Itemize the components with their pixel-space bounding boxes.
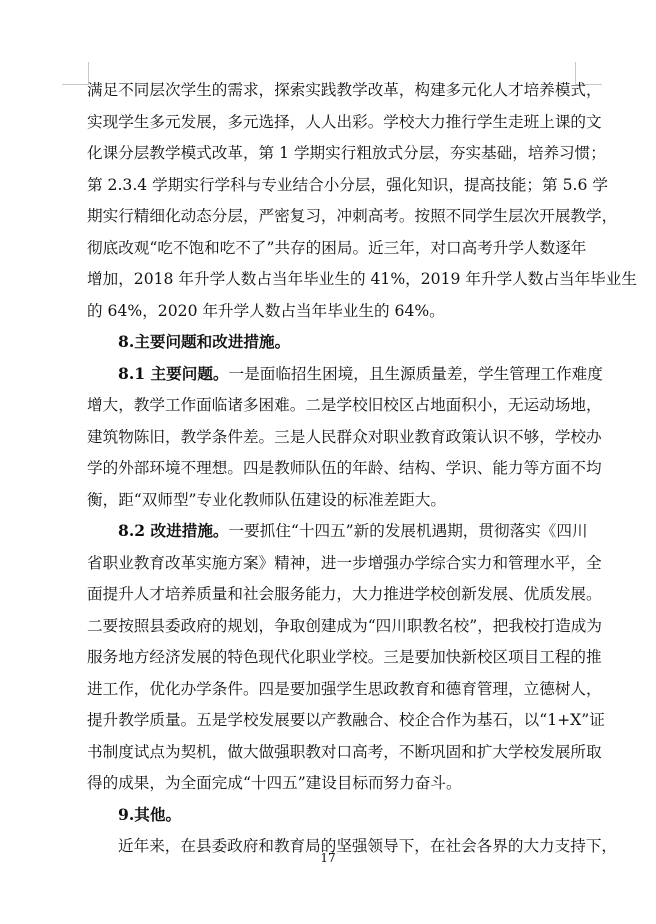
text-line: 化课分层教学模式改革，第 1 学期实行粗放式分层，夯实基础，培养习惯；: [87, 144, 606, 162]
text-line-content: 一要抓住“十四五”新的发展机遇期，贯彻落实《四川: [228, 522, 588, 540]
text-line: 服务地方经济发展的特色现代化职业学校。三是要加快新校区项目工程的推: [87, 648, 602, 666]
text-line: 增大，教学工作面临诸多困难。二是学校旧校区占地面积小，无运动场地，: [87, 396, 602, 414]
text-line: [87, 362, 603, 386]
crop-mark-top-left: [62, 62, 89, 85]
section-heading: 8.主要问题和改进措施。: [118, 332, 291, 351]
text-line: 建筑物陈旧，教学条件差。三是人民群众对职业教育政策认识不够，学校办: [87, 427, 602, 446]
text-line: 期实行精细化动态分层，严密复习，冲刺高考。按照不同学生层次开展教学，: [87, 207, 618, 225]
subsection-lead: 8.2 改进措施。: [118, 521, 229, 540]
text-line: 进工作，优化办学条件。四是要加强学生思政教育和德育管理，立德树人，: [87, 679, 602, 698]
text-line: 书制度试点为契机，做大做强职教对口高考，不断巩固和扩大学校发展所取: [87, 742, 602, 761]
text-line: 的 64%，2020 年升学人数占当年毕业生的 64%。: [87, 301, 445, 320]
text-line-content: 一是面临招生困境，且生源质量差，学生管理工作难度: [228, 364, 603, 383]
text-line: 衡，距“双师型”专业化教师队伍建设的标准差距大。: [87, 490, 447, 509]
text-line: [87, 519, 588, 543]
text-line: 第 2.3.4 学期实行学科与专业结合小分层，强化知识，提高技能；第 5.6 学: [87, 175, 608, 194]
text-line: 面提升人才培养质量和社会服务能力，大力推进学校创新发展、优质发展。: [87, 585, 602, 603]
page-number: 17: [320, 851, 336, 865]
text-line: 学的外部环境不理想。四是教师队伍的年龄、结构、学识、能力等方面不均: [87, 459, 602, 477]
text-line: 满足不同层次学生的需求，探索实践教学改革，构建多元化人才培养模式，: [87, 81, 602, 99]
text-line: 彻底改观“吃不饱和吃不了”共存的困局。近三年，对口高考升学人数逐年: [87, 238, 587, 257]
subsection-lead: 8.1 主要问题。: [118, 363, 229, 383]
text-line: 提升教学质量。五是学校发展要以产教融合、校企合作为基石，以“1+X”证: [87, 711, 605, 729]
text-line: 近年来，在县委政府和教育局的坚强领导下，在社会各界的大力支持下，: [118, 837, 618, 855]
text-line: 二要按照县委政府的规划，争取创建成为“四川职教名校”，把我校打造成为: [87, 616, 602, 635]
text-line: 实现学生多元发展，多元选择，人人出彩。学校大力推行学生走班上课的文: [87, 112, 602, 131]
text-line: 增加，2018 年升学人数占当年毕业生的 41%，2019 年升学人数占当年毕业生: [87, 270, 637, 288]
text-line: 得的成果，为全面完成“十四五”建设目标而努力奋斗。: [87, 774, 462, 792]
section-heading: 9.其他。: [118, 804, 182, 824]
text-line: 省职业教育改革实施方案》精神，进一步增强办学综合实力和管理水平，全: [87, 553, 602, 572]
